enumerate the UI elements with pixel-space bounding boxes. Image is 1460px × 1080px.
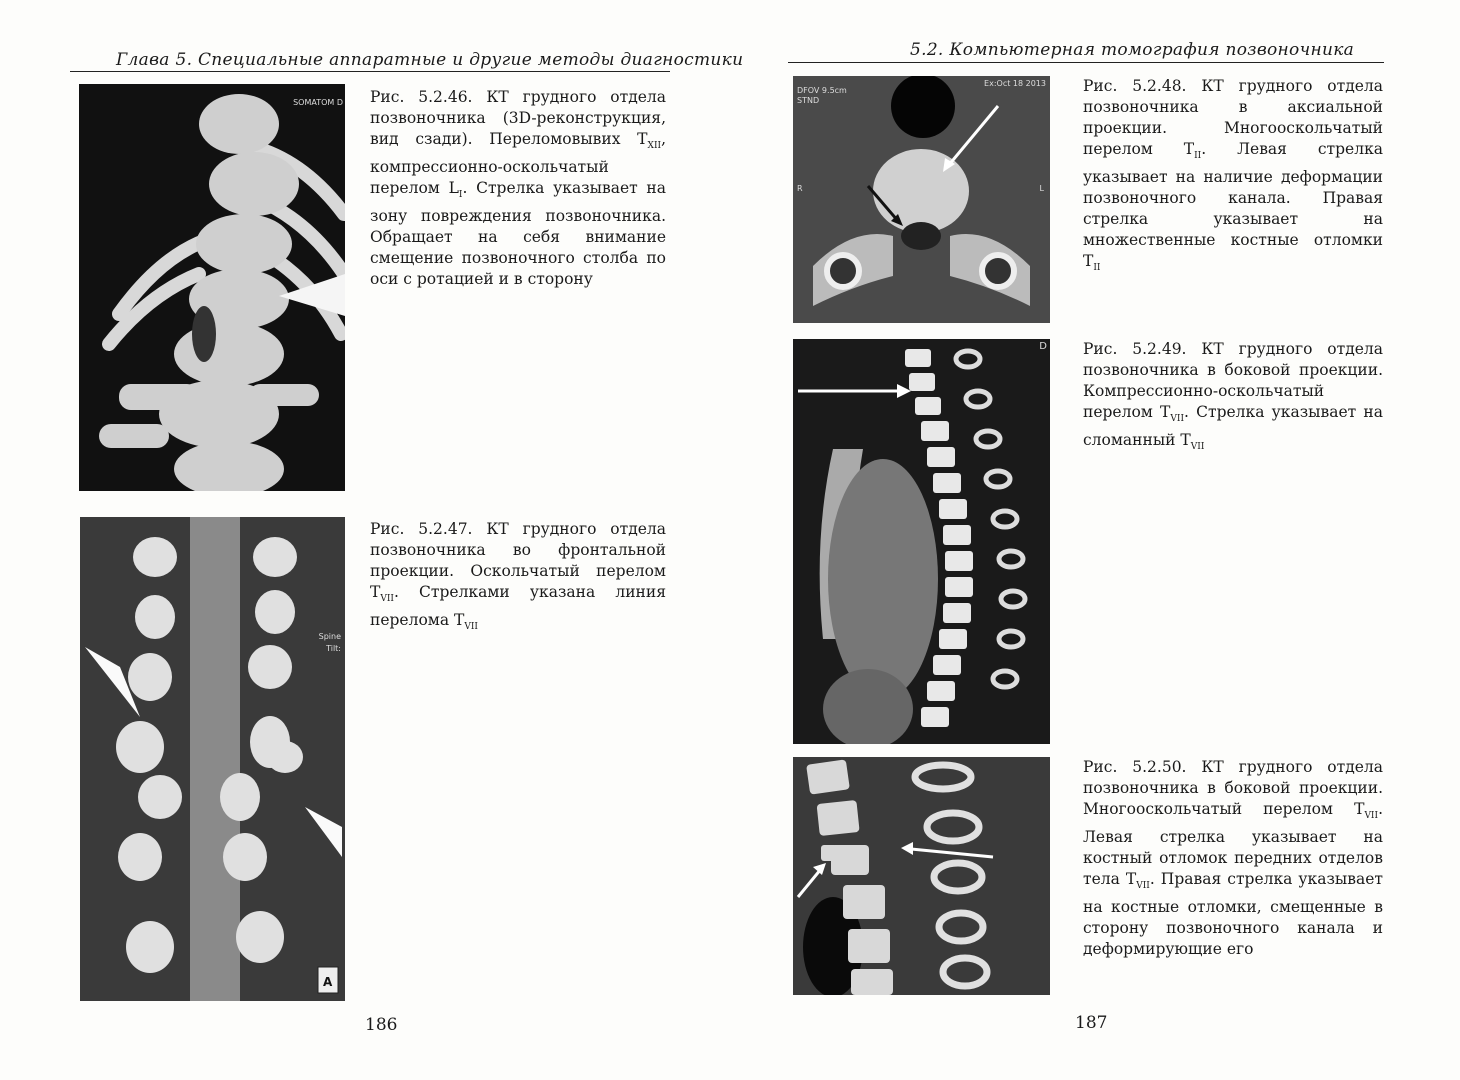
stnd-label: STND <box>797 96 820 105</box>
figure-sagittal-ct-zoom <box>793 757 1050 995</box>
right-page-number: 187 <box>1075 1013 1108 1033</box>
caption-fig-5-2-46: Рис. 5.2.46. КТ грудного отдела позвоночника (3D-реконструкция, вид сзади). Переломовывих $T_{XII}$, компрессионно-оскольчатый перелом $L_I$. Стрелка указывает на зону повреждения позвоночника. Обращает на себя внимание смещение позвоночного столба по оси с ротацией и в сторону <box>370 88 667 289</box>
left-page-header: Глава 5. Специальные аппаратные и другие методы диагностики <box>116 50 744 70</box>
spine-label: Spine <box>318 632 341 641</box>
figure-sagittal-ct <box>793 339 1050 744</box>
figure-3d-reconstruction <box>79 84 345 491</box>
dfov-label: DFOV 9.5cm <box>797 86 847 95</box>
caption-fig-5-2-48: Рис. 5.2.48. КТ грудного отдела позвоночника в аксиальной проекции. Многооскольчатый перелом $T_{II}$. Левая стрелка указывает на наличие деформации позвоночного канала. Правая стрелка указывает на множественные костные отломки $T_{II}$ <box>1083 77 1383 274</box>
exam-date-label: Ex:Oct 18 2013 <box>984 79 1046 88</box>
spine-3d-image <box>79 84 345 491</box>
left-header-rule <box>70 71 670 72</box>
scanner-label: SOMATOM D <box>293 98 343 107</box>
orientation-d-label: D <box>1039 341 1047 352</box>
caption-fig-5-2-50: Рис. 5.2.50. КТ грудного отдела позвоночника в боковой проекции. Многооскольчатый перелом $T_{VII}$. Левая стрелка указывает на костный отломок передних отделов тела $T_{VII}$. Правая стрелка указывает на костные отломки, смещенные в сторону позвоночного канала и деформирующие его <box>1083 758 1383 959</box>
left-side-marker: L <box>1039 184 1044 193</box>
sagittal-zoom-image <box>793 757 1050 995</box>
tilt-label: Tilt: <box>326 644 341 653</box>
frontal-ct-image <box>80 517 345 1001</box>
right-side-marker: R <box>797 184 803 193</box>
caption-fig-5-2-49: Рис. 5.2.49. КТ грудного отдела позвоночника в боковой проекции. Компрессионно-оскольчатый перелом $T_{VII}$. Стрелка указывает на сломанный $T_{VII}$ <box>1083 340 1383 453</box>
figure-frontal-ct <box>80 517 345 1001</box>
orientation-marker: A <box>323 975 333 989</box>
right-page-header: 5.2. Компьютерная томография позвоночника <box>910 40 1355 60</box>
left-page-number: 186 <box>365 1015 398 1035</box>
sagittal-ct-image <box>793 339 1050 744</box>
right-header-rule <box>788 62 1384 63</box>
figure-axial-ct <box>793 76 1050 323</box>
axial-ct-image <box>793 76 1050 323</box>
caption-fig-5-2-47: Рис. 5.2.47. КТ грудного отдела позвоночника во фронтальной проекции. Оскольчатый перелом $T_{VII}$. Стрелками указана линия перелома $T_{VII}$ <box>370 520 666 633</box>
